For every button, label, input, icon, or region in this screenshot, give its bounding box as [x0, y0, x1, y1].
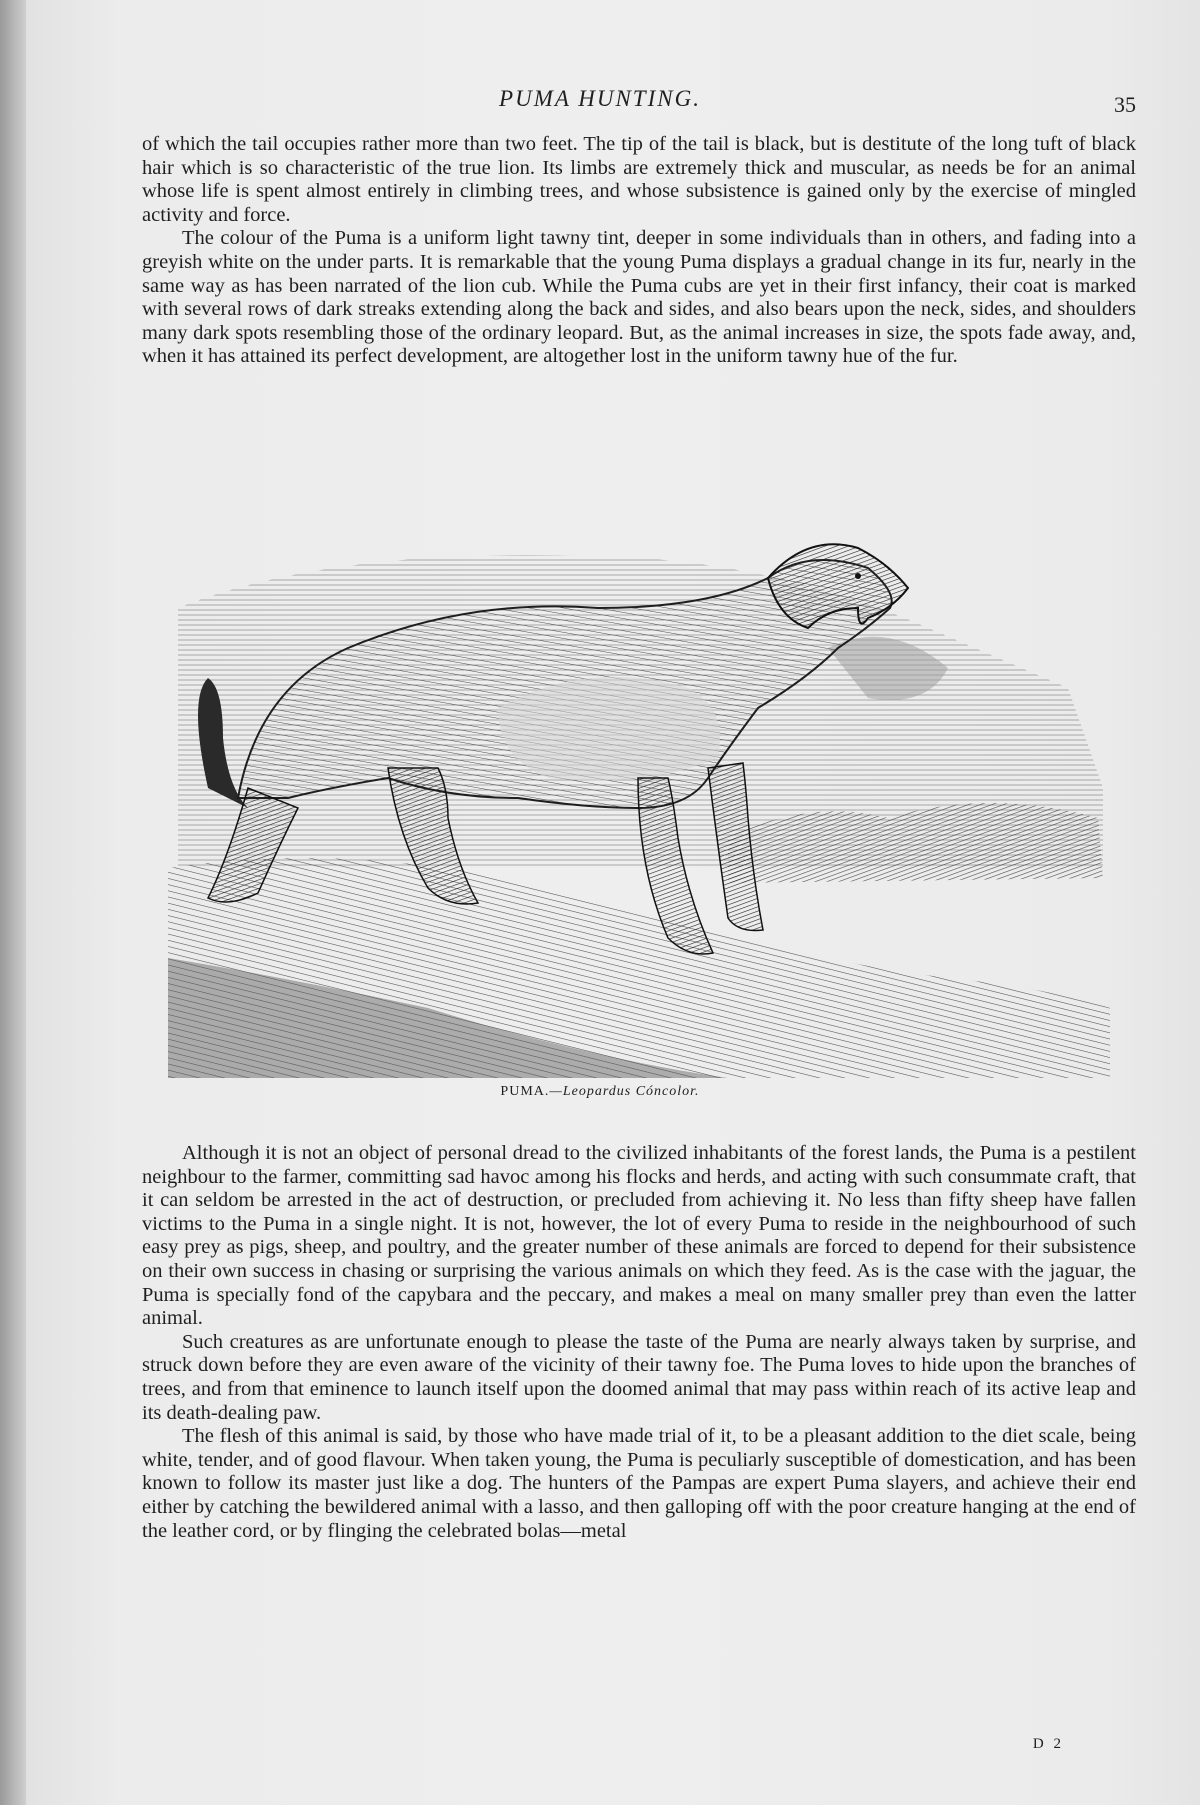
page-number: 35 [1114, 92, 1136, 117]
running-title: PUMA HUNTING. [499, 86, 701, 111]
puma-eye [855, 573, 861, 579]
top-text-block [142, 133, 1136, 369]
paragraph: The flesh of this animal is said, by those who have made trial of it, to be a pleasant addition to the diet scale, being white, tender, and of good flavour. When taken young, the Puma is peculiarly susceptible of domestication, and has been known to follow its master just like a dog. The hunters of the Pampas are expert Puma slayers, and achieve their end either by catching the bewildered animal with a lasso, and then galloping off with the poor creature hanging at the end of the leather cord, or by flinging the celebrated bolas—metal [142, 1425, 1136, 1542]
paragraph: Such creatures as are unfortunate enough to please the taste of the Puma are nearly always taken by surprise, and struck down before they are even aware of the vicinity of their tawny foe. The Puma loves to hide upon the branches of trees, and from that eminence to launch itself upon the doomed animal that may pass within reach of its active leap and its death-dealing paw. [142, 1330, 1136, 1424]
paragraph: The colour of the Puma is a uniform light tawny tint, deeper in some individuals than in others, and fading into a greyish white on the under parts. It is remarkable that the young Puma displays a gradual change in its fur, nearly in the same way as has been narrated of the lion cub. While the Puma cubs are yet in their first infancy, their coat is marked with several rows of dark streaks extending along the back and sides, and also bears upon the neck, sides, and shoulders many dark spots resembling those of the ordinary leopard. But, as the animal increases in size, the spots fade away, and, when it has attained its perfect development, are altogether lost in the uniform tawny hue of the fur. [142, 227, 1136, 368]
page-gutter [0, 0, 26, 1805]
paragraph: Although it is not an object of personal dread to the civilized inhabitants of the forest lands, the Puma is a pestilent neighbour to the farmer, committing sad havoc among his flocks and herds, and acting with such consummate craft, that it can seldom be arrested in the act of destruction, or precluded from achieving it. No less than fifty sheep have fallen victims to the Puma in a single night. It is not, however, the lot of every Puma to reside in the neighbourhood of such easy prey as pigs, sheep, and poultry, and the greater number of these animals are forced to depend for their subsistence on their own success in chasing or surprising the various animals on which they feed. As is the case with the jaguar, the Puma is specially fond of the capybara and the peccary, and makes a meal on many smaller prey than even the latter animal. [142, 1142, 1136, 1330]
caption-name: PUMA. [500, 1084, 550, 1099]
paragraph: of which the tail occupies rather more than two feet. The tip of the tail is black, but is destitute of the long tuft of black hair which is so characteristic of the true lion. Its limbs are extremely thick and muscular, as needs be for an animal whose life is spent almost entirely in climbing trees, and whose subsistence is gained only by the exercise of mingled activity and force. [142, 133, 1136, 226]
bottom-text-block [142, 1142, 1136, 1543]
puma-engraving [168, 538, 1110, 1078]
caption-latin-name: —Leopardus Cóncolor. [549, 1084, 700, 1099]
figure-caption [0, 1084, 1200, 1100]
signature-mark: D 2 [1032, 1736, 1064, 1752]
puma-illustration [168, 538, 1110, 1078]
